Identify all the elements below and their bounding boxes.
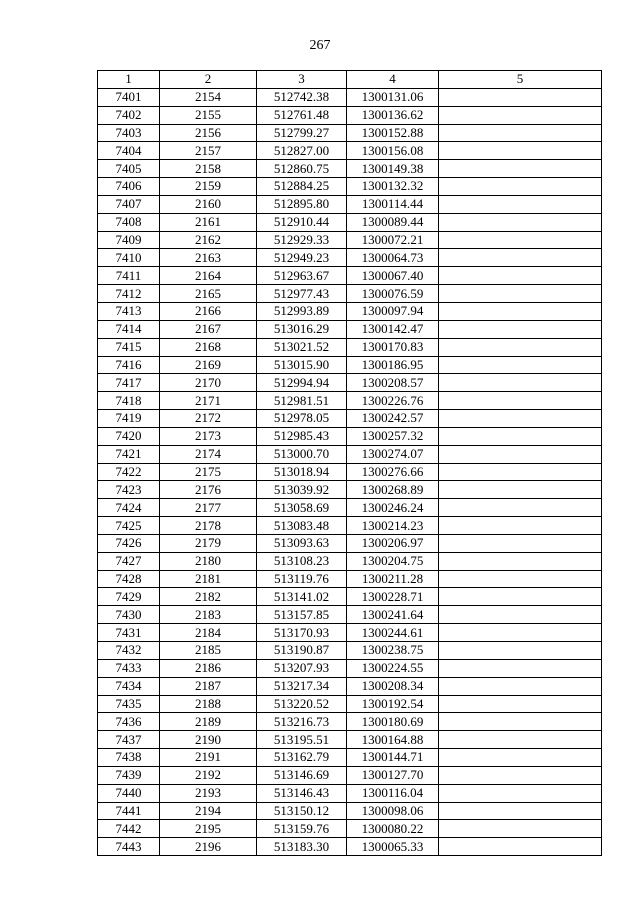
cell-point-number: 7411 [98,267,160,285]
cell-note [439,249,602,267]
cell-y-coordinate: 1300276.66 [347,463,439,481]
cell-point-number: 7403 [98,124,160,142]
table-row [98,588,602,606]
cell-x-coordinate: 513207.93 [257,659,347,677]
cell-y-coordinate: 1300131.06 [347,88,439,106]
table-row [98,749,602,767]
cell-y-coordinate: 1300242.57 [347,410,439,428]
cell-y-coordinate: 1300246.24 [347,499,439,517]
cell-point-number: 7418 [98,392,160,410]
cell-x-coordinate: 513190.87 [257,642,347,660]
table-body [98,88,602,855]
cell-index: 2195 [160,820,257,838]
cell-index: 2172 [160,410,257,428]
cell-point-number: 7441 [98,802,160,820]
table-row [98,142,602,160]
cell-y-coordinate: 1300114.44 [347,195,439,213]
cell-x-coordinate: 513157.85 [257,606,347,624]
cell-y-coordinate: 1300206.97 [347,534,439,552]
page-number: 267 [309,38,331,53]
cell-index: 2177 [160,499,257,517]
cell-y-coordinate: 1300211.28 [347,570,439,588]
table-row [98,160,602,178]
cell-note [439,142,602,160]
cell-index: 2182 [160,588,257,606]
cell-y-coordinate: 1300116.04 [347,784,439,802]
table-row [98,695,602,713]
cell-note [439,517,602,535]
cell-note [439,463,602,481]
cell-y-coordinate: 1300228.71 [347,588,439,606]
column-header-1: 1 [98,71,160,89]
cell-note [439,838,602,856]
cell-y-coordinate: 1300164.88 [347,731,439,749]
cell-note [439,302,602,320]
cell-note [439,427,602,445]
cell-point-number: 7415 [98,338,160,356]
cell-x-coordinate: 513093.63 [257,534,347,552]
cell-index: 2162 [160,231,257,249]
table-row [98,267,602,285]
cell-y-coordinate: 1300224.55 [347,659,439,677]
table-row [98,517,602,535]
cell-point-number: 7420 [98,427,160,445]
cell-index: 2171 [160,392,257,410]
table-row [98,445,602,463]
cell-note [439,820,602,838]
cell-y-coordinate: 1300067.40 [347,267,439,285]
cell-point-number: 7414 [98,320,160,338]
cell-index: 2174 [160,445,257,463]
cell-x-coordinate: 513195.51 [257,731,347,749]
cell-index: 2180 [160,552,257,570]
cell-x-coordinate: 513220.52 [257,695,347,713]
cell-note [439,659,602,677]
cell-note [439,106,602,124]
cell-y-coordinate: 1300080.22 [347,820,439,838]
cell-y-coordinate: 1300098.06 [347,802,439,820]
cell-note [439,677,602,695]
cell-note [439,178,602,196]
cell-point-number: 7429 [98,588,160,606]
cell-y-coordinate: 1300186.95 [347,356,439,374]
cell-index: 2176 [160,481,257,499]
cell-y-coordinate: 1300142.47 [347,320,439,338]
cell-y-coordinate: 1300144.71 [347,749,439,767]
table-row [98,88,602,106]
cell-note [439,410,602,428]
cell-note [439,285,602,303]
cell-y-coordinate: 1300268.89 [347,481,439,499]
cell-point-number: 7430 [98,606,160,624]
table-row [98,838,602,856]
table-row [98,231,602,249]
cell-point-number: 7442 [98,820,160,838]
table-row [98,124,602,142]
cell-point-number: 7405 [98,160,160,178]
cell-y-coordinate: 1300097.94 [347,302,439,320]
cell-note [439,320,602,338]
cell-note [439,642,602,660]
cell-x-coordinate: 512860.75 [257,160,347,178]
cell-note [439,588,602,606]
cell-point-number: 7412 [98,285,160,303]
cell-x-coordinate: 513162.79 [257,749,347,767]
cell-x-coordinate: 513108.23 [257,552,347,570]
cell-index: 2192 [160,766,257,784]
cell-index: 2189 [160,713,257,731]
cell-point-number: 7401 [98,88,160,106]
cell-point-number: 7438 [98,749,160,767]
column-header-4: 4 [347,71,439,89]
cell-x-coordinate: 512895.80 [257,195,347,213]
cell-note [439,231,602,249]
cell-y-coordinate: 1300238.75 [347,642,439,660]
cell-y-coordinate: 1300226.76 [347,392,439,410]
cell-index: 2184 [160,624,257,642]
cell-note [439,374,602,392]
cell-point-number: 7425 [98,517,160,535]
cell-index: 2169 [160,356,257,374]
table-row [98,677,602,695]
cell-x-coordinate: 513039.92 [257,481,347,499]
cell-point-number: 7407 [98,195,160,213]
cell-note [439,481,602,499]
cell-x-coordinate: 513021.52 [257,338,347,356]
cell-note [439,624,602,642]
cell-x-coordinate: 513146.69 [257,766,347,784]
cell-y-coordinate: 1300257.32 [347,427,439,445]
cell-note [439,356,602,374]
column-header-3: 3 [257,71,347,89]
cell-x-coordinate: 513183.30 [257,838,347,856]
table-row [98,731,602,749]
cell-note [439,570,602,588]
table-row [98,713,602,731]
cell-y-coordinate: 1300208.34 [347,677,439,695]
cell-point-number: 7424 [98,499,160,517]
cell-point-number: 7437 [98,731,160,749]
cell-x-coordinate: 513016.29 [257,320,347,338]
cell-note [439,802,602,820]
cell-x-coordinate: 513159.76 [257,820,347,838]
cell-note [439,338,602,356]
cell-index: 2166 [160,302,257,320]
cell-index: 2191 [160,749,257,767]
table-row [98,659,602,677]
cell-x-coordinate: 513150.12 [257,802,347,820]
table-row [98,302,602,320]
cell-x-coordinate: 512963.67 [257,267,347,285]
cell-x-coordinate: 513146.43 [257,784,347,802]
cell-note [439,534,602,552]
cell-point-number: 7432 [98,642,160,660]
table-header [98,71,602,89]
cell-index: 2178 [160,517,257,535]
table-row [98,249,602,267]
cell-index: 2196 [160,838,257,856]
cell-x-coordinate: 512994.94 [257,374,347,392]
table-row [98,392,602,410]
cell-index: 2156 [160,124,257,142]
cell-y-coordinate: 1300192.54 [347,695,439,713]
cell-y-coordinate: 1300170.83 [347,338,439,356]
coordinates-table [97,70,602,856]
table-row [98,213,602,231]
cell-index: 2175 [160,463,257,481]
cell-x-coordinate: 513000.70 [257,445,347,463]
cell-y-coordinate: 1300072.21 [347,231,439,249]
cell-point-number: 7406 [98,178,160,196]
cell-index: 2190 [160,731,257,749]
cell-point-number: 7439 [98,766,160,784]
cell-index: 2159 [160,178,257,196]
cell-y-coordinate: 1300156.08 [347,142,439,160]
cell-note [439,784,602,802]
cell-point-number: 7428 [98,570,160,588]
cell-y-coordinate: 1300089.44 [347,213,439,231]
cell-x-coordinate: 513217.34 [257,677,347,695]
cell-index: 2187 [160,677,257,695]
cell-x-coordinate: 512985.43 [257,427,347,445]
cell-index: 2168 [160,338,257,356]
cell-x-coordinate: 512884.25 [257,178,347,196]
cell-index: 2179 [160,534,257,552]
cell-index: 2186 [160,659,257,677]
table-row [98,106,602,124]
cell-x-coordinate: 512761.48 [257,106,347,124]
cell-index: 2160 [160,195,257,213]
cell-index: 2165 [160,285,257,303]
header-row [98,71,602,89]
cell-point-number: 7423 [98,481,160,499]
cell-note [439,606,602,624]
cell-note [439,195,602,213]
table-row [98,802,602,820]
cell-note [439,88,602,106]
cell-x-coordinate: 513083.48 [257,517,347,535]
cell-x-coordinate: 512993.89 [257,302,347,320]
cell-index: 2164 [160,267,257,285]
cell-index: 2163 [160,249,257,267]
cell-index: 2167 [160,320,257,338]
cell-point-number: 7440 [98,784,160,802]
cell-note [439,392,602,410]
cell-note [439,499,602,517]
cell-index: 2181 [160,570,257,588]
cell-y-coordinate: 1300065.33 [347,838,439,856]
table-row [98,552,602,570]
cell-note [439,160,602,178]
cell-x-coordinate: 512978.05 [257,410,347,428]
cell-note [439,695,602,713]
cell-point-number: 7419 [98,410,160,428]
cell-index: 2157 [160,142,257,160]
table-row [98,285,602,303]
cell-x-coordinate: 512742.38 [257,88,347,106]
cell-y-coordinate: 1300152.88 [347,124,439,142]
cell-index: 2194 [160,802,257,820]
table-row [98,410,602,428]
table-row [98,320,602,338]
cell-point-number: 7422 [98,463,160,481]
cell-index: 2193 [160,784,257,802]
cell-index: 2185 [160,642,257,660]
cell-point-number: 7413 [98,302,160,320]
cell-point-number: 7435 [98,695,160,713]
cell-x-coordinate: 513015.90 [257,356,347,374]
cell-note [439,267,602,285]
cell-point-number: 7426 [98,534,160,552]
cell-y-coordinate: 1300204.75 [347,552,439,570]
cell-point-number: 7416 [98,356,160,374]
cell-point-number: 7410 [98,249,160,267]
cell-index: 2155 [160,106,257,124]
table-row [98,463,602,481]
table-row [98,534,602,552]
cell-x-coordinate: 513216.73 [257,713,347,731]
table-row [98,784,602,802]
cell-point-number: 7408 [98,213,160,231]
cell-note [439,766,602,784]
cell-x-coordinate: 512929.33 [257,231,347,249]
cell-point-number: 7427 [98,552,160,570]
column-header-2: 2 [160,71,257,89]
table-row [98,481,602,499]
cell-point-number: 7433 [98,659,160,677]
cell-x-coordinate: 513141.02 [257,588,347,606]
cell-index: 2173 [160,427,257,445]
cell-y-coordinate: 1300136.62 [347,106,439,124]
cell-index: 2183 [160,606,257,624]
cell-y-coordinate: 1300208.57 [347,374,439,392]
cell-point-number: 7402 [98,106,160,124]
cell-x-coordinate: 512827.00 [257,142,347,160]
cell-index: 2161 [160,213,257,231]
cell-point-number: 7436 [98,713,160,731]
cell-x-coordinate: 513119.76 [257,570,347,588]
cell-y-coordinate: 1300214.23 [347,517,439,535]
cell-y-coordinate: 1300064.73 [347,249,439,267]
table-row [98,195,602,213]
cell-point-number: 7434 [98,677,160,695]
cell-index: 2158 [160,160,257,178]
cell-y-coordinate: 1300241.64 [347,606,439,624]
table-row [98,338,602,356]
cell-index: 2188 [160,695,257,713]
table-row [98,766,602,784]
cell-point-number: 7431 [98,624,160,642]
table-row [98,499,602,517]
cell-y-coordinate: 1300180.69 [347,713,439,731]
cell-x-coordinate: 512799.27 [257,124,347,142]
cell-x-coordinate: 512949.23 [257,249,347,267]
table-row [98,356,602,374]
cell-y-coordinate: 1300127.70 [347,766,439,784]
cell-y-coordinate: 1300149.38 [347,160,439,178]
cell-point-number: 7417 [98,374,160,392]
cell-note [439,213,602,231]
cell-note [439,124,602,142]
cell-x-coordinate: 513058.69 [257,499,347,517]
cell-note [439,749,602,767]
cell-point-number: 7404 [98,142,160,160]
cell-point-number: 7409 [98,231,160,249]
cell-x-coordinate: 513170.93 [257,624,347,642]
cell-y-coordinate: 1300274.07 [347,445,439,463]
table-row [98,178,602,196]
cell-y-coordinate: 1300244.61 [347,624,439,642]
table-row [98,427,602,445]
cell-note [439,445,602,463]
cell-point-number: 7421 [98,445,160,463]
cell-point-number: 7443 [98,838,160,856]
cell-index: 2170 [160,374,257,392]
cell-x-coordinate: 512977.43 [257,285,347,303]
cell-index: 2154 [160,88,257,106]
cell-x-coordinate: 513018.94 [257,463,347,481]
table-row [98,606,602,624]
column-header-5: 5 [439,71,602,89]
cell-note [439,713,602,731]
cell-y-coordinate: 1300076.59 [347,285,439,303]
cell-note [439,731,602,749]
cell-y-coordinate: 1300132.32 [347,178,439,196]
cell-x-coordinate: 512981.51 [257,392,347,410]
table-row [98,820,602,838]
table-row [98,624,602,642]
cell-x-coordinate: 512910.44 [257,213,347,231]
table-row [98,570,602,588]
cell-note [439,552,602,570]
table-row [98,642,602,660]
table-row [98,374,602,392]
